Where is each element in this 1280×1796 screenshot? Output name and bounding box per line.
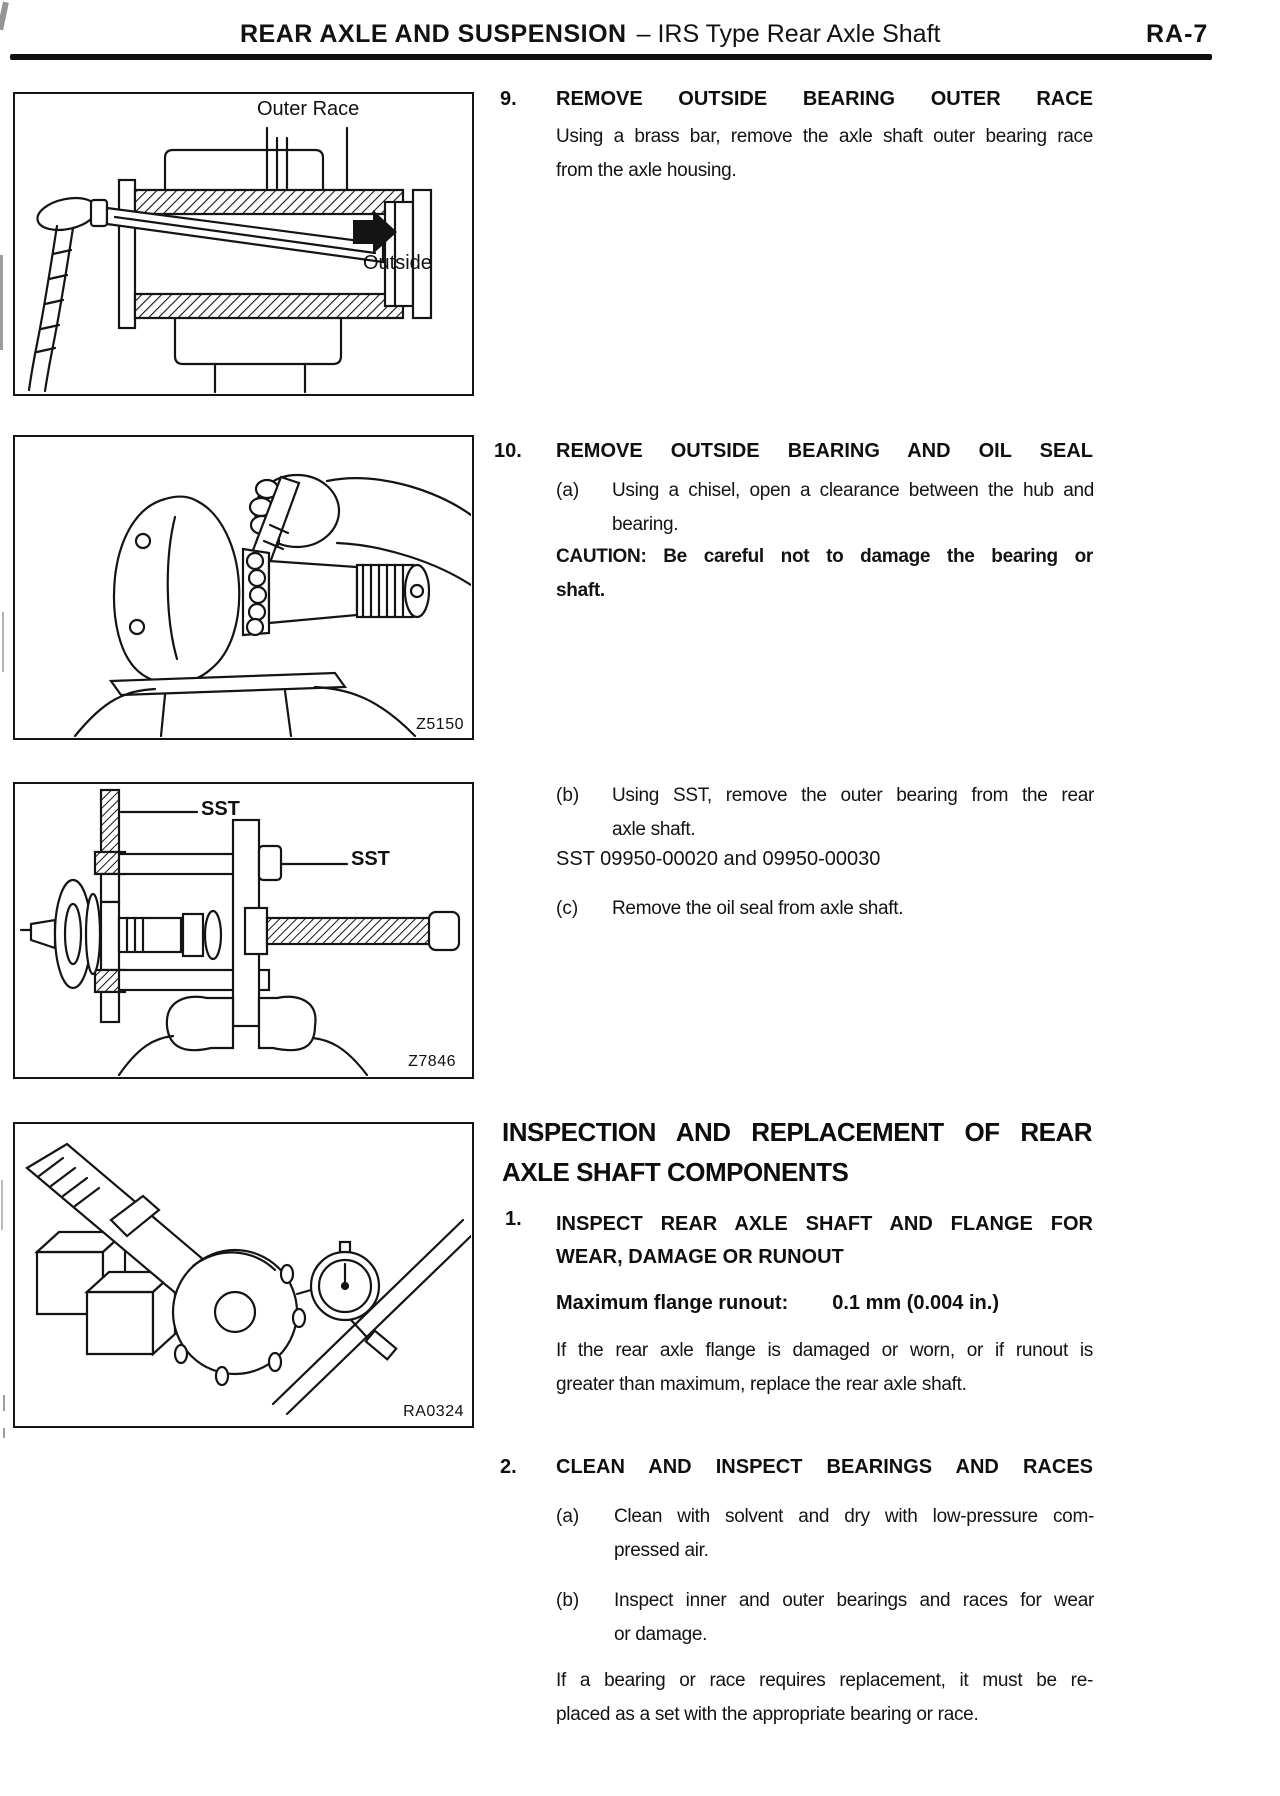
sst-label-top: SST — [201, 798, 240, 820]
spec-value: 0.1 mm (0.004 in.) — [832, 1292, 999, 1314]
scan-artifact — [3, 1395, 5, 1411]
step2-item-a-label: (a) — [556, 1506, 580, 1527]
outside-label: Outside — [363, 252, 432, 274]
scan-artifact — [3, 1428, 5, 1438]
inspect-step1-body: If the rear axle flange is damaged or worn, or if runout is greater than maximum, replace the rear axle shaft. — [556, 1340, 1093, 1395]
inspect-step1-number: 1. — [505, 1208, 522, 1230]
figure-runout-check — [13, 1122, 474, 1428]
step10-caution: CAUTION: Be careful not to damage the bearing or shaft. — [556, 546, 1093, 601]
figure4-code: RA0324 — [403, 1403, 464, 1420]
header-title-main: REAR AXLE AND SUSPENSION — [240, 20, 627, 48]
header-title-sub: – IRS Type Rear Axle Shaft — [636, 20, 941, 48]
step9-number: 9. — [500, 88, 517, 110]
step2-item-b: Inspect inner and outer bearings and races for wear or damage. — [614, 1590, 1094, 1645]
header-rule — [10, 54, 1212, 60]
figure3-illustration — [15, 784, 471, 1076]
figure1-illustration — [15, 94, 471, 393]
step2-item-b-label: (b) — [556, 1590, 580, 1611]
step10-title: REMOVE OUTSIDE BEARING AND OIL SEAL — [556, 440, 1093, 462]
step10-item-a-label: (a) — [556, 480, 580, 501]
scan-artifact — [0, 2, 9, 31]
figure4-illustration — [15, 1124, 471, 1425]
figure3-code: Z7846 — [408, 1053, 456, 1070]
inspect-step2-title: CLEAN AND INSPECT BEARINGS AND RACES — [556, 1456, 1093, 1478]
step10-item-a: Using a chisel, open a clearance between the hub and bearing. — [612, 480, 1094, 535]
flange-runout-spec — [556, 1292, 999, 1315]
figure2-illustration — [15, 437, 471, 737]
step10-item-c: Remove the oil seal from axle shaft. — [612, 898, 904, 919]
figure-remove-outer-race — [13, 92, 474, 396]
step9-body: Using a brass bar, remove the axle shaft outer bearing race from the axle housing. — [556, 126, 1093, 181]
outer-race-label: Outer Race — [257, 98, 360, 120]
step2-body: If a bearing or race requires replacement, it must be re- placed as a set with the appropriate bearing or race. — [556, 1670, 1093, 1725]
inspect-step1-title: INSPECT REAR AXLE SHAFT AND FLANGE FOR WEAR, DAMAGE OR RUNOUT — [556, 1213, 1093, 1268]
inspection-heading: INSPECTION AND REPLACEMENT OF REAR AXLE SHAFT COMPONENTS — [502, 1117, 1092, 1187]
figure-sst-puller — [13, 782, 474, 1079]
step10-item-b: Using SST, remove the outer bearing from the rear axle shaft. — [612, 785, 1094, 840]
figure-chisel-hub — [13, 435, 474, 740]
page-header-title — [240, 20, 940, 49]
step2-item-a: Clean with solvent and dry with low-pressure com- pressed air. — [614, 1506, 1094, 1561]
step10-item-c-label: (c) — [556, 898, 579, 919]
scan-artifact — [0, 255, 3, 350]
step10-number: 10. — [494, 440, 522, 462]
inspect-step2-number: 2. — [500, 1456, 517, 1478]
scan-artifact — [2, 612, 4, 672]
spec-label: Maximum flange runout: — [556, 1292, 789, 1314]
figure2-code: Z5150 — [416, 716, 464, 733]
page-number: RA-7 — [1146, 20, 1209, 48]
sst-label-right: SST — [351, 848, 390, 870]
scan-artifact — [1, 1180, 3, 1230]
step9-title: REMOVE OUTSIDE BEARING OUTER RACE — [556, 88, 1093, 110]
sst-part-numbers: SST 09950-00020 and 09950-00030 — [556, 848, 881, 870]
step10-item-b-label: (b) — [556, 785, 580, 806]
